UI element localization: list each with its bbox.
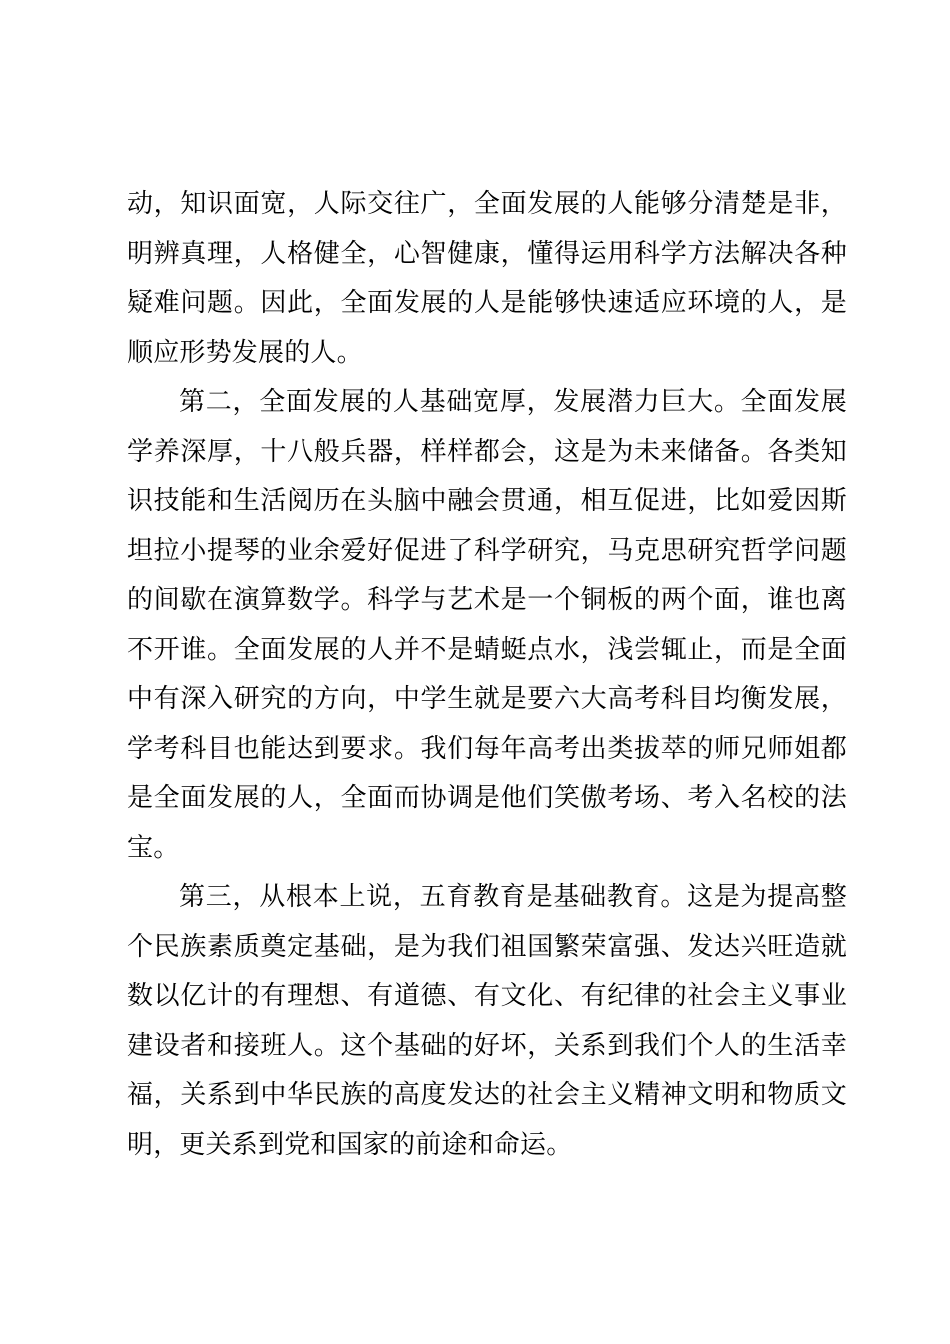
text-line: 学考科目也能达到要求。我们每年高考出类拔萃的师兄师姐都	[127, 733, 847, 764]
text-line: 识技能和生活阅历在头脑中融会贯通，相互促进，比如爱因斯	[127, 486, 847, 516]
body-text	[127, 180, 847, 1170]
text-line: 的间歇在演算数学。科学与艺术是一个铜板的两个面，谁也离	[127, 585, 847, 615]
text-line: 福，关系到中华民族的高度发达的社会主义精神文明和物质文	[127, 1080, 847, 1110]
text-line: 不开谁。全面发展的人并不是蜻蜓点水，浅尝辄止，而是全面	[127, 634, 847, 665]
paragraph-3	[127, 873, 847, 1170]
text-line: 数以亿计的有理想、有道德、有文化、有纪律的社会主义事业	[127, 981, 847, 1011]
text-line: 第二，全面发展的人基础宽厚，发展潜力巨大。全面发展	[179, 387, 847, 417]
text-line: 中有深入研究的方向，中学生就是要六大高考科目均衡发展，	[127, 684, 847, 714]
text-line: 宝。	[127, 832, 180, 863]
text-line: 动，知识面宽，人际交往广，全面发展的人能够分清楚是非，	[127, 189, 847, 219]
text-line: 学养深厚，十八般兵器，样样都会，这是为未来储备。各类知	[127, 436, 847, 467]
text-line: 明辨真理，人格健全，心智健康，懂得运用科学方法解决各种	[127, 238, 847, 269]
paragraph-1	[127, 180, 847, 378]
text-line: 明，更关系到党和国家的前途和命运。	[127, 1129, 573, 1160]
text-line: 个民族素质奠定基础，是为我们祖国繁荣富强、发达兴旺造就	[127, 931, 847, 962]
text-line: 是全面发展的人，全面而协调是他们笑傲考场、考入名校的法	[127, 783, 847, 813]
paragraph-2	[127, 378, 847, 873]
text-line: 顺应形势发展的人。	[127, 337, 363, 368]
text-line: 疑难问题。因此，全面发展的人是能够快速适应环境的人，是	[127, 288, 847, 318]
text-line: 建设者和接班人。这个基础的好坏，关系到我们个人的生活幸	[127, 1030, 847, 1061]
text-line: 第三，从根本上说，五育教育是基础教育。这是为提高整	[179, 882, 847, 912]
text-line: 坦拉小提琴的业余爱好促进了科学研究，马克思研究哲学问题	[127, 535, 847, 566]
